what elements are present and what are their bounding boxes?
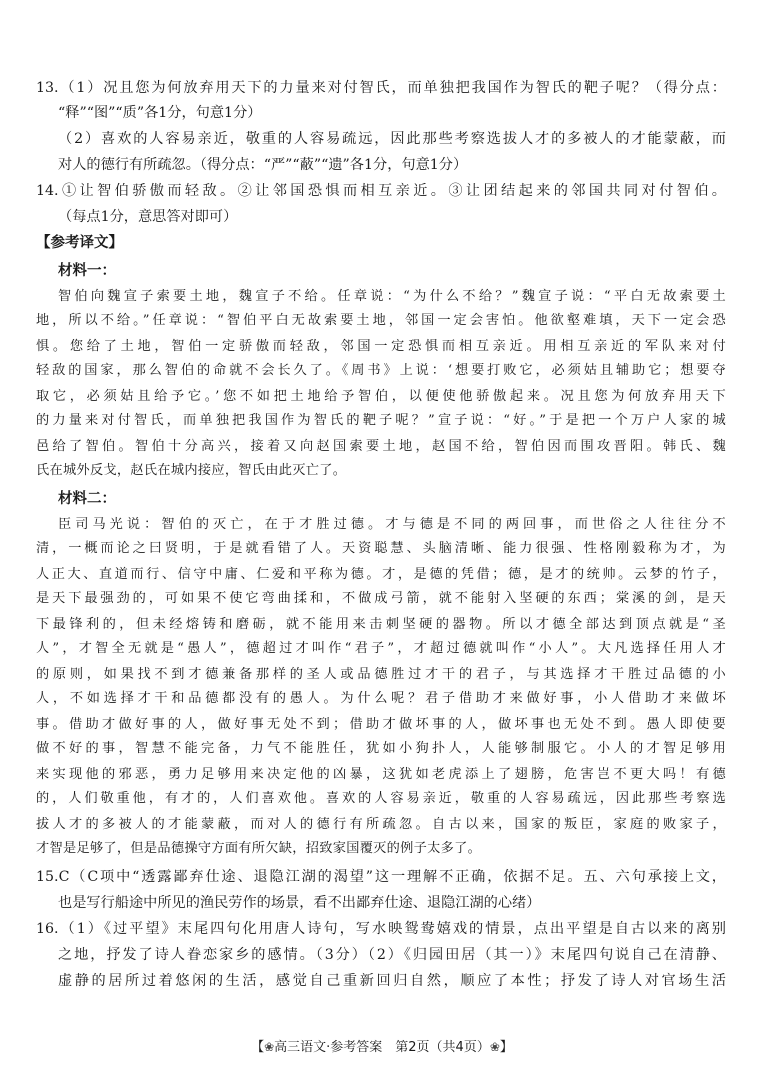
footer-bracket-left: 【 (251, 1040, 265, 1055)
text-line: 14.①让智伯骄傲而轻敌。②让邻国恐惧而相互亲近。③让团结起来的邻国共同对付智伯。 (36, 183, 726, 199)
text-line: 地，所以不给。”任章说：“智伯平白无故索要土地，邻国一定会害怕。他欲壑难填，天下一定会恐 (36, 313, 726, 328)
text-line: 拔人才的多被人的才能蒙蔽，而对人的德行有所疏忽。自古以来，国家的叛臣，家庭的败家子， (36, 817, 726, 832)
text-line: 事。借助才做好事的人，做好事无处不到；借助才做坏事的人，做坏事也无处不到。愚人即使要 (36, 717, 726, 732)
text-line: 也是写行船途中所见的渔民劳作的场景，看不出鄙弃仕途、退隐江湖的心绪） (58, 895, 541, 911)
text-line: 对人的德行有所疏忽。（得分点：“严”“蔽”“遗”各1分，句意1分） (58, 157, 468, 173)
text-line: 的力量来对付智氏，而单独把我国作为智氏的靶子呢？”宣子说：“好。”于是把一个万户人家的城 (36, 413, 726, 428)
flower-icon: ❀ (264, 1040, 275, 1054)
text-line: （每点1分，意思答对即可） (58, 209, 238, 225)
page-footer (0, 1036, 764, 1055)
text-line: 清，一概而论之曰贤明，于是就看错了人。天资聪慧、头脑清晰、能力很强、性格刚毅称为才，为 (36, 541, 726, 556)
text-line: 人正大、直道而行、信守中庸、仁爱和平称为德。才，是德的凭借；德，是才的统帅。云梦的竹子， (36, 567, 726, 582)
text-line: 轻敌的国家，那么智伯的命就不会长久了。《周书》上说：‘想要打败它，必须姑且辅助它；想要夺 (36, 363, 726, 378)
text-line: 人，不如选择才干和品德都没有的愚人。为什么呢？君子借助才来做好事，小人借助才来做坏 (36, 691, 726, 706)
text-line: 13.（1）况且您为何放弃用天下的力量来对付智氏，而单独把我国作为智氏的靶子呢？（得分点： (36, 80, 726, 96)
text-line: 人”，才智全无就是“愚人”，德超过才叫作“君子”，才超过德就叫作“小人”。大凡选择任用人才 (36, 641, 726, 656)
text-line: 氏在城外反戈，赵氏在城内接应，智氏由此灭亡了。 (36, 463, 347, 478)
section-heading: 材料二： (58, 491, 116, 507)
text-line: 邑给了智伯。智伯十分高兴，接着又向赵国索要土地，赵国不给，智伯因而围攻晋阳。韩氏、魏 (36, 439, 726, 454)
text-line: “释”“图”“质”各1分，句意1分） (58, 105, 262, 121)
text-line: 做不好的事，智慧不能完备，力气不能胜任，犹如小狗扑人，人能够制服它。小人的才智足够用 (36, 741, 726, 756)
section-heading: 【参考译文】 (36, 235, 123, 251)
text-line: 的，人们敬重他，有才的，人们喜欢他。喜欢的人容易亲近，敬重的人容易疏远，因此那些考察选 (36, 791, 726, 806)
text-line: 臣司马光说：智伯的灭亡，在于才胜过德。才与德是不同的两回事，而世俗之人往往分不 (58, 517, 726, 532)
text-line: 虚静的居所过着悠闲的生活，感觉自己重新回归自然，顺应了本性；抒发了诗人对官场生活 (58, 973, 726, 989)
footer-bracket-right: 】 (499, 1040, 513, 1055)
text-line: （2）喜欢的人容易亲近，敬重的人容易疏远，因此那些考察选拔人才的多被人的才能蒙蔽，而 (58, 131, 726, 147)
text-line: 15.C（C项中“透露鄙弃仕途、退隐江湖的渴望”这一理解不正确，依据不足。五、六句承接上文， (36, 869, 726, 885)
text-line: 之地，抒发了诗人眷恋家乡的感情。（3分）（2）《归园田居（其一）》末尾四句说自己在清静、 (58, 947, 726, 963)
text-line: 是天下最强劲的，可如果不使它弯曲揉和，不做成弓箭，就不能射入坚硬的东西；棠溪的剑，是天 (36, 591, 726, 606)
text-line: 16.（1）《过平望》末尾四句化用唐人诗句，写水映鸳鸯嬉戏的情景，点出平望是自古以来的离别 (36, 921, 726, 937)
text-line: 来实现他的邪恶，勇力足够用来决定他的凶暴，这犹如老虎添上了翅膀，危害岂不更大吗！有德 (36, 767, 726, 782)
text-line: 的原则，如果找不到才德兼备那样的圣人或品德胜过才干的君子，与其选择才干胜过品德的小 (36, 667, 726, 682)
text-line: 惧。您给了土地，智伯一定骄傲而轻敌，邻国一定恐惧而相互亲近。用相互亲近的军队来对付 (36, 339, 726, 354)
footer-text: 高三语文·参考答案 第2页（共4页） (274, 1040, 490, 1055)
section-heading: 材料一： (58, 263, 116, 279)
text-line: 取它，必须姑且给予它。’您不如把土地给予智伯，以便使他骄傲起来。况且您为何放弃用天下 (36, 389, 726, 404)
text-line: 智伯向魏宣子索要土地，魏宣子不给。任章说：“为什么不给？”魏宣子说：“平白无故索要土 (58, 289, 726, 304)
flower-icon: ❀ (489, 1040, 500, 1054)
text-line: 才智是足够了，但是品德操守方面有所欠缺，招致家国覆灭的例子太多了。 (36, 841, 482, 856)
text-line: 下最锋利的，但未经熔铸和磨砺，就不能用来击刺坚硬的器物。所以才德全部达到顶点就是“圣 (36, 617, 726, 632)
